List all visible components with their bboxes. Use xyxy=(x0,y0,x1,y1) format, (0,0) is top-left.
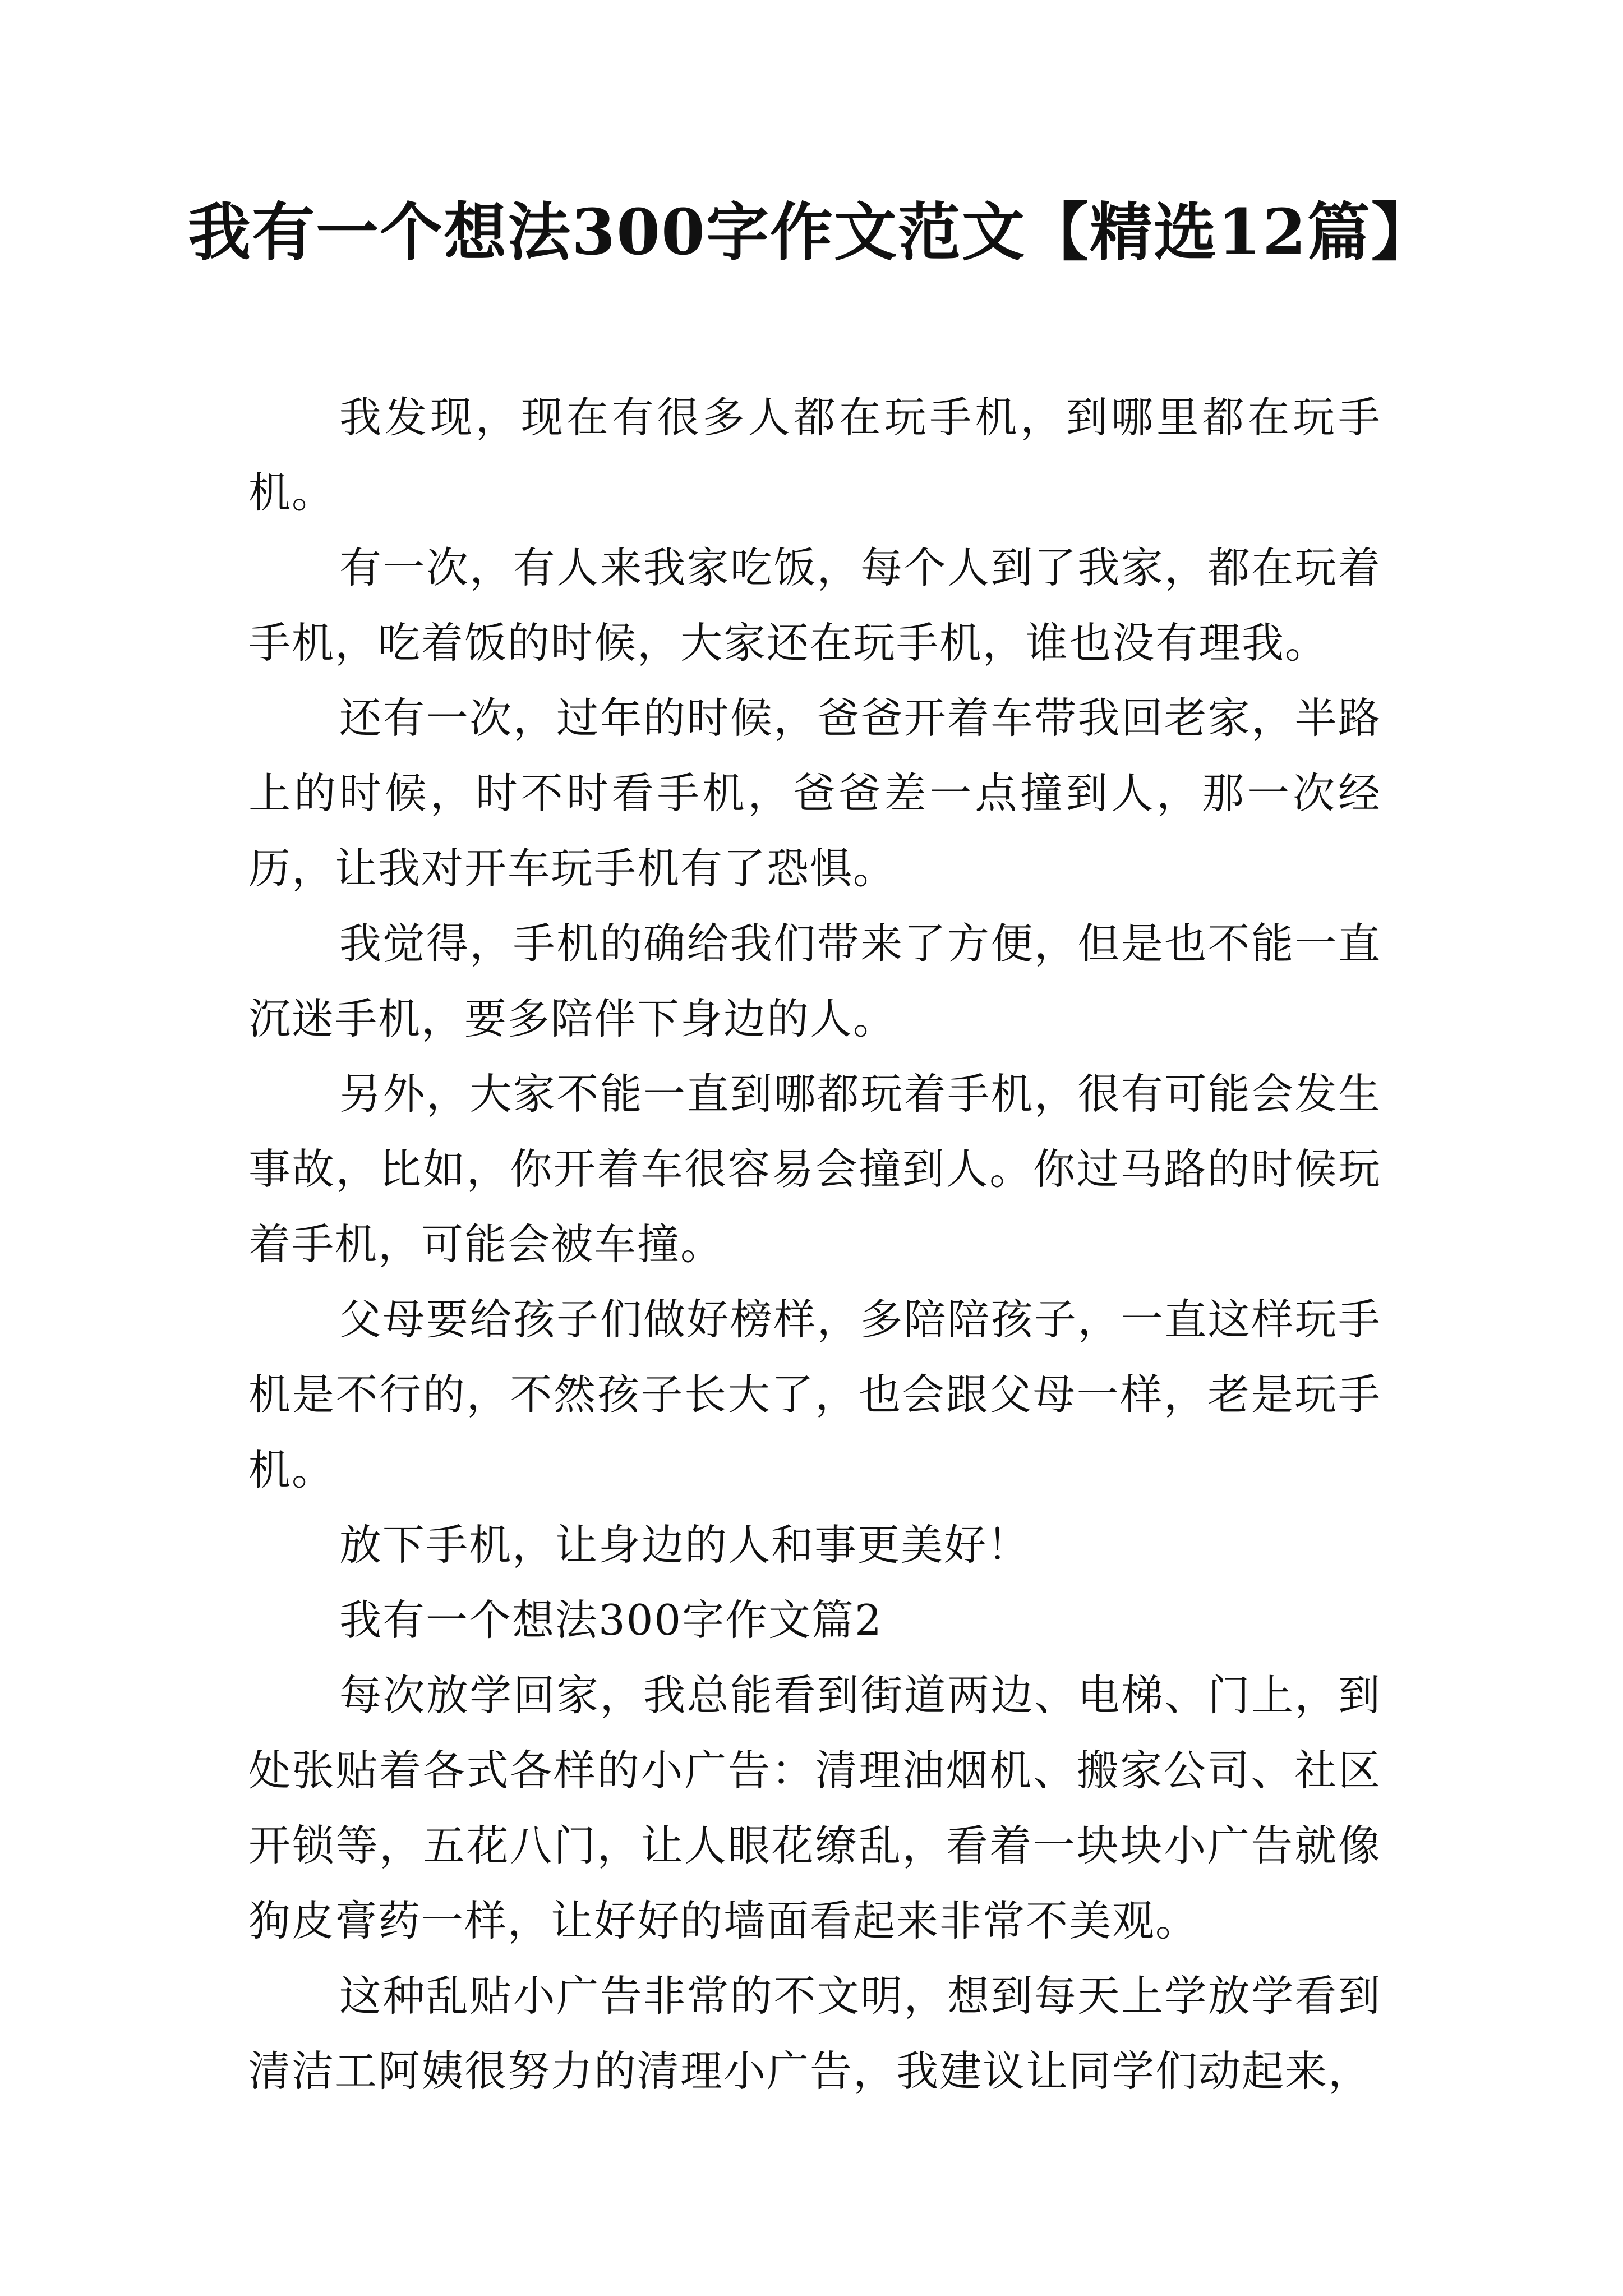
paragraph: 另外，大家不能一直到哪都玩着手机，很有可能会发生事故，比如，你开着车很容易会撞到人。你过马路的时候玩着手机，可能会被车撞。 xyxy=(248,1069,1381,1269)
paragraph: 这种乱贴小广告非常的不文明，想到每天上学放学看到清洁工阿姨很努力的清理小广告，我建议让同学们动起来， xyxy=(248,1971,1381,2096)
section-heading: 我有一个想法300字作文篇2 xyxy=(339,1595,883,1645)
document-body xyxy=(248,380,1381,2109)
document-title: 我有一个想法300字作文范文【精选12篇】 xyxy=(188,196,1435,269)
paragraph: 父母要给孩子们做好榜样，多陪陪孩子，一直这样玩手机是不行的，不然孩子长大了，也会跟父母一样，老是玩手机。 xyxy=(248,1295,1381,1494)
paragraph: 放下手机，让身边的人和事更美好！ xyxy=(339,1520,1031,1570)
paragraph: 我觉得，手机的确给我们带来了方便，但是也不能一直沉迷手机，要多陪伴下身边的人。 xyxy=(248,919,1381,1043)
paragraph: 每次放学回家，我总能看到街道两边、电梯、门上，到处张贴着各式各样的小广告：清理油烟机、搬家公司、社区开锁等，五花八门，让人眼花缭乱，看着一块块小广告就像狗皮膏药一样，让好好的墙面看起来非常不美观。 xyxy=(248,1671,1381,1945)
paragraph: 有一次，有人来我家吃饭，每个人到了我家，都在玩着手机，吃着饭的时候，大家还在玩手机，谁也没有理我。 xyxy=(248,543,1381,668)
paragraph: 我发现，现在有很多人都在玩手机，到哪里都在玩手机。 xyxy=(248,393,1381,517)
paragraph: 还有一次，过年的时候，爸爸开着车带我回老家，半路上的时候，时不时看手机，爸爸差一点撞到人，那一次经历，让我对开车玩手机有了恐惧。 xyxy=(248,693,1381,893)
